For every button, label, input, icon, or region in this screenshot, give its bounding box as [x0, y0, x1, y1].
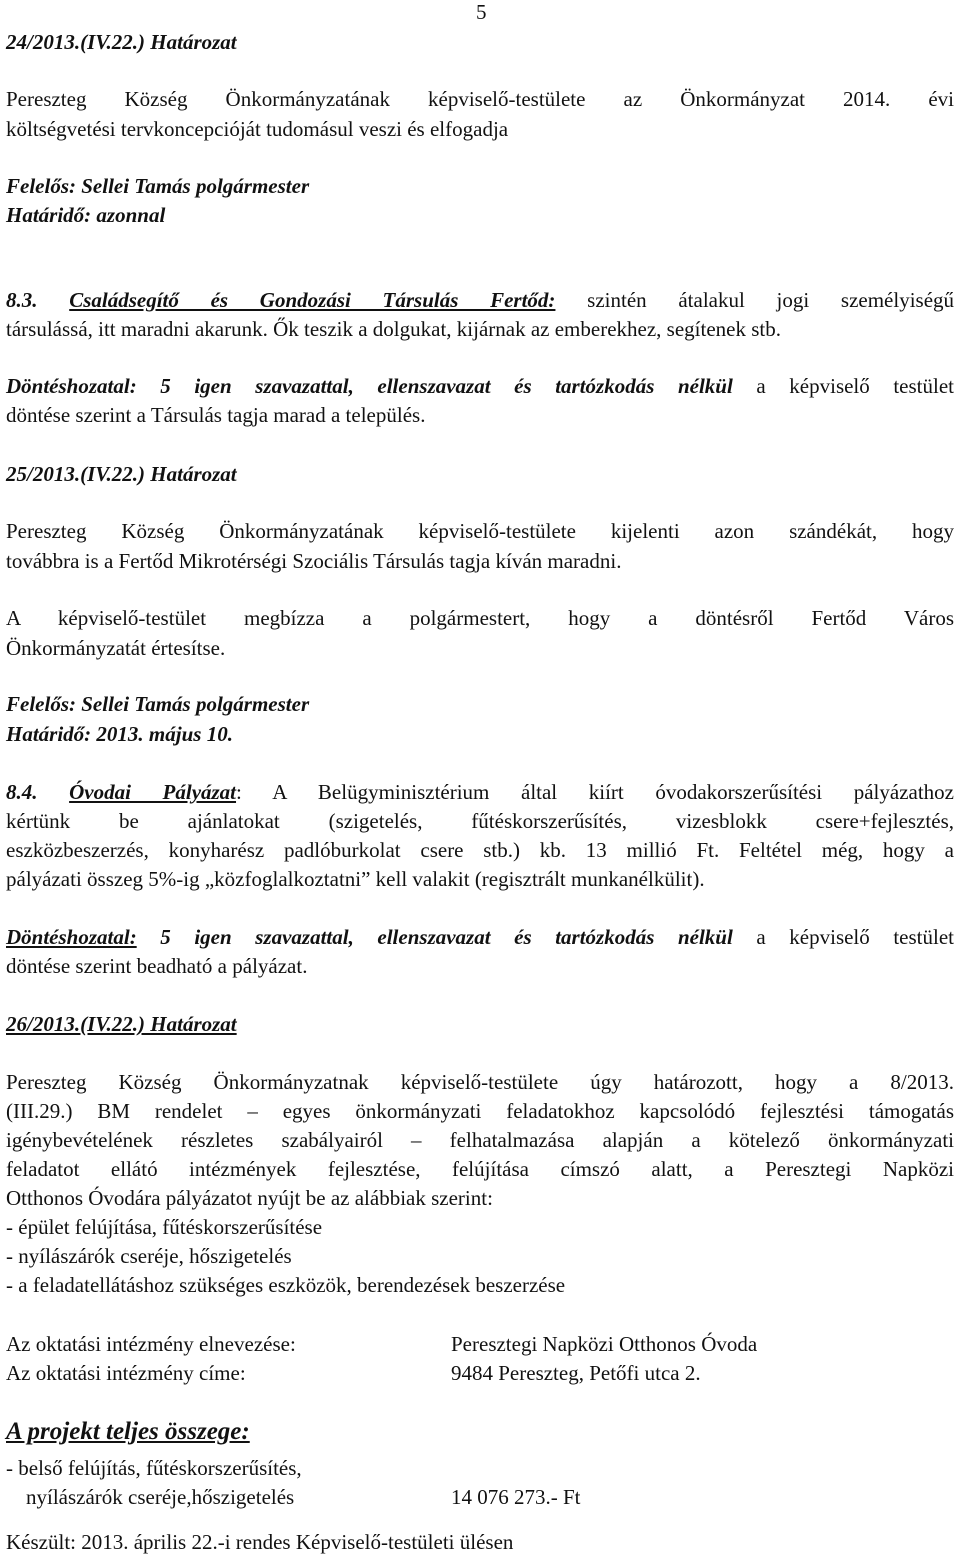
- section-8-3-text-1: szintén átalakul jogi személyiségű: [587, 288, 955, 312]
- decision-2-line-2: döntése szerint beadható a pályázat.: [6, 954, 308, 978]
- resolution-24-text-line-2: költségvetési tervkoncepcióját tudomásul veszi és elfogadja: [6, 117, 509, 141]
- list-item: - épület felújítása, fűtéskorszerűsítése: [6, 1215, 323, 1239]
- section-8-4-line-3: eszközbeszerzés, konyharész padlóburkolat csere stb.) kb. 13 millió Ft. Feltétel még, hogy a: [6, 838, 954, 862]
- resolution-26-line-3: igénybevételének részletes szabályairól – felhatalmazása alapján a kötelező önkormányzati: [6, 1128, 954, 1152]
- section-8-4-line-4: pályázati összeg 5%-ig „közfoglalkoztatni” kell valakit (regisztrált munkanélkülit).: [6, 867, 705, 891]
- section-8-4-number: 8.4.: [6, 780, 38, 804]
- institution-name-value: Peresztegi Napközi Otthonos Óvoda: [451, 1332, 758, 1356]
- project-item-line-1: - belső felújítás, fűtéskorszerűsítés,: [6, 1456, 302, 1480]
- decision-1-line-2: döntése szerint a Társulás tagja marad a település.: [6, 403, 426, 427]
- responsible-2: Felelős: Sellei Tamás polgármester: [6, 692, 310, 716]
- project-total-title: A projekt teljes összege:: [6, 1418, 250, 1445]
- section-8-4-title: Óvodai Pályázat: [69, 780, 237, 804]
- deadline-2: Határidő: 2013. május 10.: [6, 722, 233, 746]
- decision-2-label: Döntéshozatal:: [6, 925, 137, 949]
- decision-1-text: a képviselő testület: [756, 374, 954, 398]
- resolution-25-title: 25/2013.(IV.22.) Határozat: [6, 462, 237, 486]
- resolution-26-line-1: Pereszteg Község Önkormányzatnak képviselő-testülete úgy határozott, hogy a 8/2013.: [6, 1070, 954, 1094]
- resolution-25-line-3: A képviselő-testület megbízza a polgármestert, hogy a döntésről Fertőd Város: [6, 606, 954, 630]
- section-8-4-line-2: kértünk be ajánlatokat (szigetelés, fűtéskorszerűsítés, vizesblokk csere+fejlesztés,: [6, 809, 954, 833]
- resolution-25-line-2: továbbra is a Fertőd Mikrotérségi Szociális Társulás tagja kíván maradni.: [6, 549, 622, 573]
- resolution-26-title: 26/2013.(IV.22.) Határozat: [6, 1012, 237, 1036]
- responsible-1: Felelős: Sellei Tamás polgármester: [6, 174, 310, 198]
- page-number: 5: [476, 0, 487, 24]
- list-item: - a feladatellátáshoz szükséges eszközök, berendezések beszerzése: [6, 1273, 566, 1297]
- decision-1-line-1: [6, 374, 954, 398]
- section-8-4-line-1: [6, 780, 954, 804]
- deadline-1: Határidő: azonnal: [6, 203, 166, 227]
- resolution-25-line-4: Önkormányzatát értesítse.: [6, 636, 226, 660]
- institution-name-label: Az oktatási intézmény elnevezése:: [6, 1332, 296, 1356]
- section-8-4-text-1: : A Belügyminisztérium által kiírt óvodakorszerűsítési pályázathoz: [236, 780, 955, 804]
- resolution-26-line-4: feladatot ellátó intézmények fejlesztése, felújítása címszó alatt, a Peresztegi Napközi: [6, 1157, 954, 1181]
- institution-address-value: 9484 Pereszteg, Petőfi utca 2.: [451, 1361, 701, 1385]
- decision-1-vote: 5 igen szavazattal, ellenszavazat és tartózkodás nélkül: [160, 374, 733, 398]
- section-8-3-title: Családsegítő és Gondozási Társulás Fertőd:: [69, 288, 556, 312]
- footer-note: Készült: 2013. április 22.-i rendes Képviselő-testületi ülésen: [6, 1530, 514, 1554]
- resolution-25-line-1: Pereszteg Község Önkormányzatának képviselő-testülete kijelenti azon szándékát, hogy: [6, 519, 954, 543]
- section-8-3-number: 8.3.: [6, 288, 38, 312]
- decision-1-label: Döntéshozatal:: [6, 374, 137, 398]
- resolution-26-line-5: Otthonos Óvodára pályázatot nyújt be az alábbiak szerint:: [6, 1186, 493, 1210]
- section-8-3-line-1: [6, 288, 954, 312]
- decision-2-text: a képviselő testület: [756, 925, 954, 949]
- decision-2-vote: 5 igen szavazattal, ellenszavazat és tartózkodás nélkül: [160, 925, 733, 949]
- project-amount: 14 076 273.- Ft: [451, 1485, 581, 1509]
- project-item-line-2: nyílászárók cseréje,hőszigetelés: [26, 1485, 295, 1509]
- resolution-24-text-line-1: Pereszteg Község Önkormányzatának képviselő-testülete az Önkormányzat 2014. évi: [6, 87, 954, 111]
- decision-2-line-1: [6, 925, 954, 949]
- section-8-3-line-2: társulássá, itt maradni akarunk. Ők teszik a dolgukat, kijárnak az emberekhez, segítenek stb.: [6, 317, 781, 341]
- list-item: - nyílászárók cseréje, hőszigetelés: [6, 1244, 292, 1268]
- resolution-24-title: 24/2013.(IV.22.) Határozat: [6, 30, 237, 54]
- institution-address-label: Az oktatási intézmény címe:: [6, 1361, 246, 1385]
- resolution-26-line-2: (III.29.) BM rendelet – egyes önkormányzati feladatokhoz kapcsolódó fejlesztési támogatás: [6, 1099, 954, 1123]
